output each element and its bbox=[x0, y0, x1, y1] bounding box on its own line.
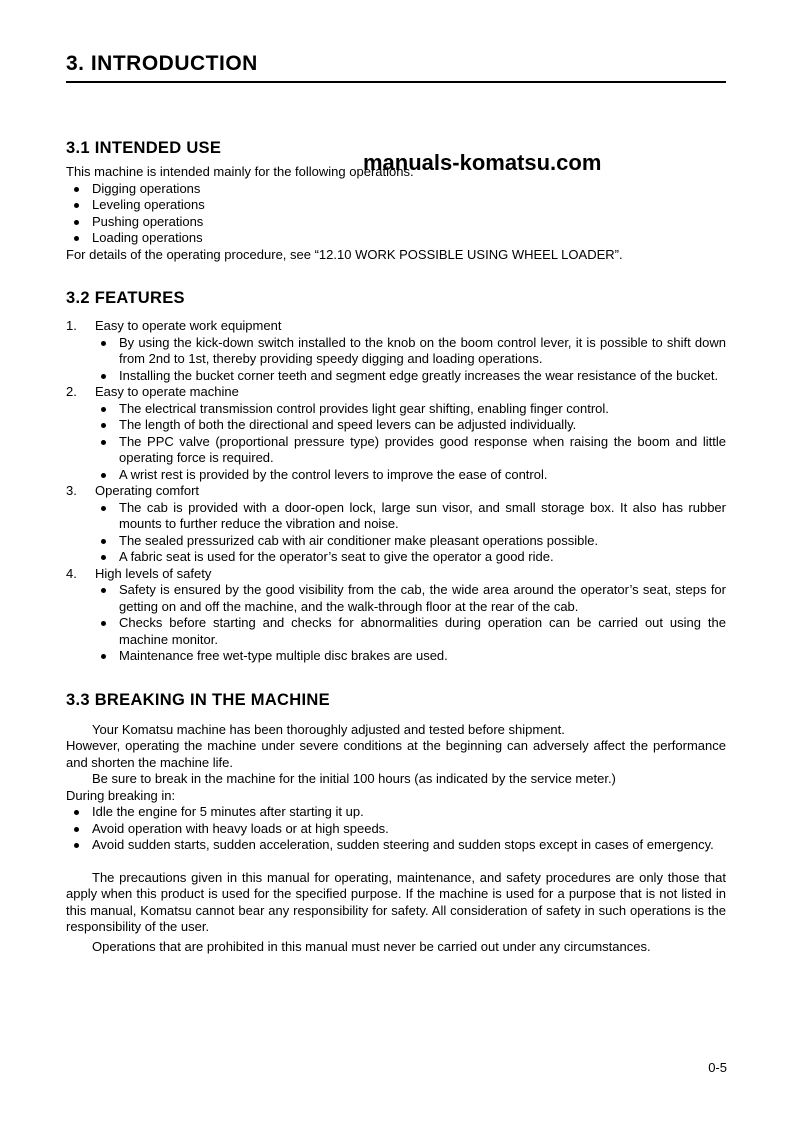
list-item bbox=[66, 384, 726, 483]
list-item: The sealed pressurized cab with air conditioner make pleasant operations possible. bbox=[95, 533, 726, 550]
list-item: Avoid sudden starts, sudden acceleration, sudden steering and sudden stops except in cases of emergency. bbox=[66, 837, 726, 854]
breaking-in-paragraph-1: Your Komatsu machine has been thoroughly adjusted and tested before shipment. bbox=[92, 721, 565, 737]
item-title: Operating comfort bbox=[95, 483, 200, 498]
section-breaking-in bbox=[66, 691, 726, 956]
list-item: By using the kick-down switch installed to the knob on the boom control lever, it is possible to shift down from 2nd to 1st, thereby providing speedy digging and loading operations. bbox=[95, 335, 726, 368]
list-item: Leveling operations bbox=[66, 197, 726, 214]
list-item: Maintenance free wet-type multiple disc brakes are used. bbox=[95, 648, 726, 665]
list-item bbox=[66, 566, 726, 665]
item-title: Easy to operate machine bbox=[95, 384, 239, 399]
sub-list bbox=[95, 582, 726, 665]
list-item: The electrical transmission control provides light gear shifting, enabling finger control. bbox=[95, 401, 726, 418]
item-title: High levels of safety bbox=[95, 565, 212, 581]
intended-use-bullets bbox=[66, 181, 726, 247]
section-intended-use bbox=[66, 139, 726, 263]
page-number: 0-5 bbox=[708, 1060, 727, 1075]
item-number: 1. bbox=[66, 318, 77, 333]
intended-use-closing: For details of the operating procedure, see “12.10 WORK POSSIBLE USING WHEEL LOADER”. bbox=[66, 246, 623, 262]
page-title: 3. INTRODUCTION bbox=[66, 52, 726, 83]
breaking-in-paragraph-4: During breaking in: bbox=[66, 787, 176, 803]
item-number: 4. bbox=[66, 565, 77, 581]
section-heading-features: 3.2 FEATURES bbox=[66, 289, 185, 307]
features-list bbox=[66, 318, 726, 665]
breaking-in-paragraph-3: Be sure to break in the machine for the initial 100 hours (as indicated by the service meter.) bbox=[92, 771, 616, 786]
breaking-in-closing-1: The precautions given in this manual for operating, maintenance, and safety procedures are only those that apply when this product is used for the specified purpose. If the machine is used for a purpose that is not listed in this manual, Komatsu cannot bear any responsibility for safety. All consideration of safety in such operations is the responsibility of the user. bbox=[66, 869, 726, 934]
list-item: A wrist rest is provided by the control levers to improve the ease of control. bbox=[95, 467, 726, 484]
list-item: A fabric seat is used for the operator’s seat to give the operator a good ride. bbox=[95, 549, 726, 566]
section-heading-intended-use: 3.1 INTENDED USE bbox=[66, 139, 222, 157]
breaking-in-paragraph-2: However, operating the machine under severe conditions at the beginning can adversely affect the performance and shorten the machine life. bbox=[66, 738, 726, 770]
sub-list bbox=[95, 500, 726, 566]
list-item: Idle the engine for 5 minutes after starting it up. bbox=[66, 804, 726, 821]
sub-list bbox=[95, 335, 726, 385]
list-item: Pushing operations bbox=[66, 214, 726, 231]
list-item: Loading operations bbox=[66, 230, 726, 247]
list-item: Safety is ensured by the good visibility from the cab, the wide area around the operator’s seat, steps for getting on and off the machine, and the walk-through floor at the rear of the cab. bbox=[95, 582, 726, 615]
item-number: 3. bbox=[66, 483, 77, 498]
intended-use-intro: This machine is intended mainly for the following operations. bbox=[66, 164, 414, 179]
list-item: The cab is provided with a door-open lock, large sun visor, and small storage box. It also has rubber mounts to further reduce the vibration and noise. bbox=[95, 500, 726, 533]
list-item bbox=[66, 483, 726, 566]
watermark-text: manuals-komatsu.com bbox=[363, 150, 602, 175]
breaking-in-bullets bbox=[66, 804, 726, 854]
list-item: Digging operations bbox=[66, 181, 726, 198]
section-features bbox=[66, 289, 726, 665]
sub-list bbox=[95, 401, 726, 484]
list-item bbox=[66, 318, 726, 384]
item-number: 2. bbox=[66, 384, 77, 399]
list-item: The length of both the directional and speed levers can be adjusted individually. bbox=[95, 417, 726, 434]
list-item: Checks before starting and checks for abnormalities during operation can be carried out using the machine monitor. bbox=[95, 615, 726, 648]
breaking-in-closing-2: Operations that are prohibited in this manual must never be carried out under any circumstances. bbox=[92, 938, 651, 954]
list-item: The PPC valve (proportional pressure type) provides good response when raising the boom and little operating force is required. bbox=[95, 434, 726, 467]
list-item: Avoid operation with heavy loads or at high speeds. bbox=[66, 821, 726, 838]
section-heading-breaking-in: 3.3 BREAKING IN THE MACHINE bbox=[66, 690, 330, 709]
item-title: Easy to operate work equipment bbox=[95, 318, 282, 333]
list-item: Installing the bucket corner teeth and segment edge greatly increases the wear resistance of the bucket. bbox=[95, 368, 726, 385]
page-content bbox=[66, 52, 726, 981]
